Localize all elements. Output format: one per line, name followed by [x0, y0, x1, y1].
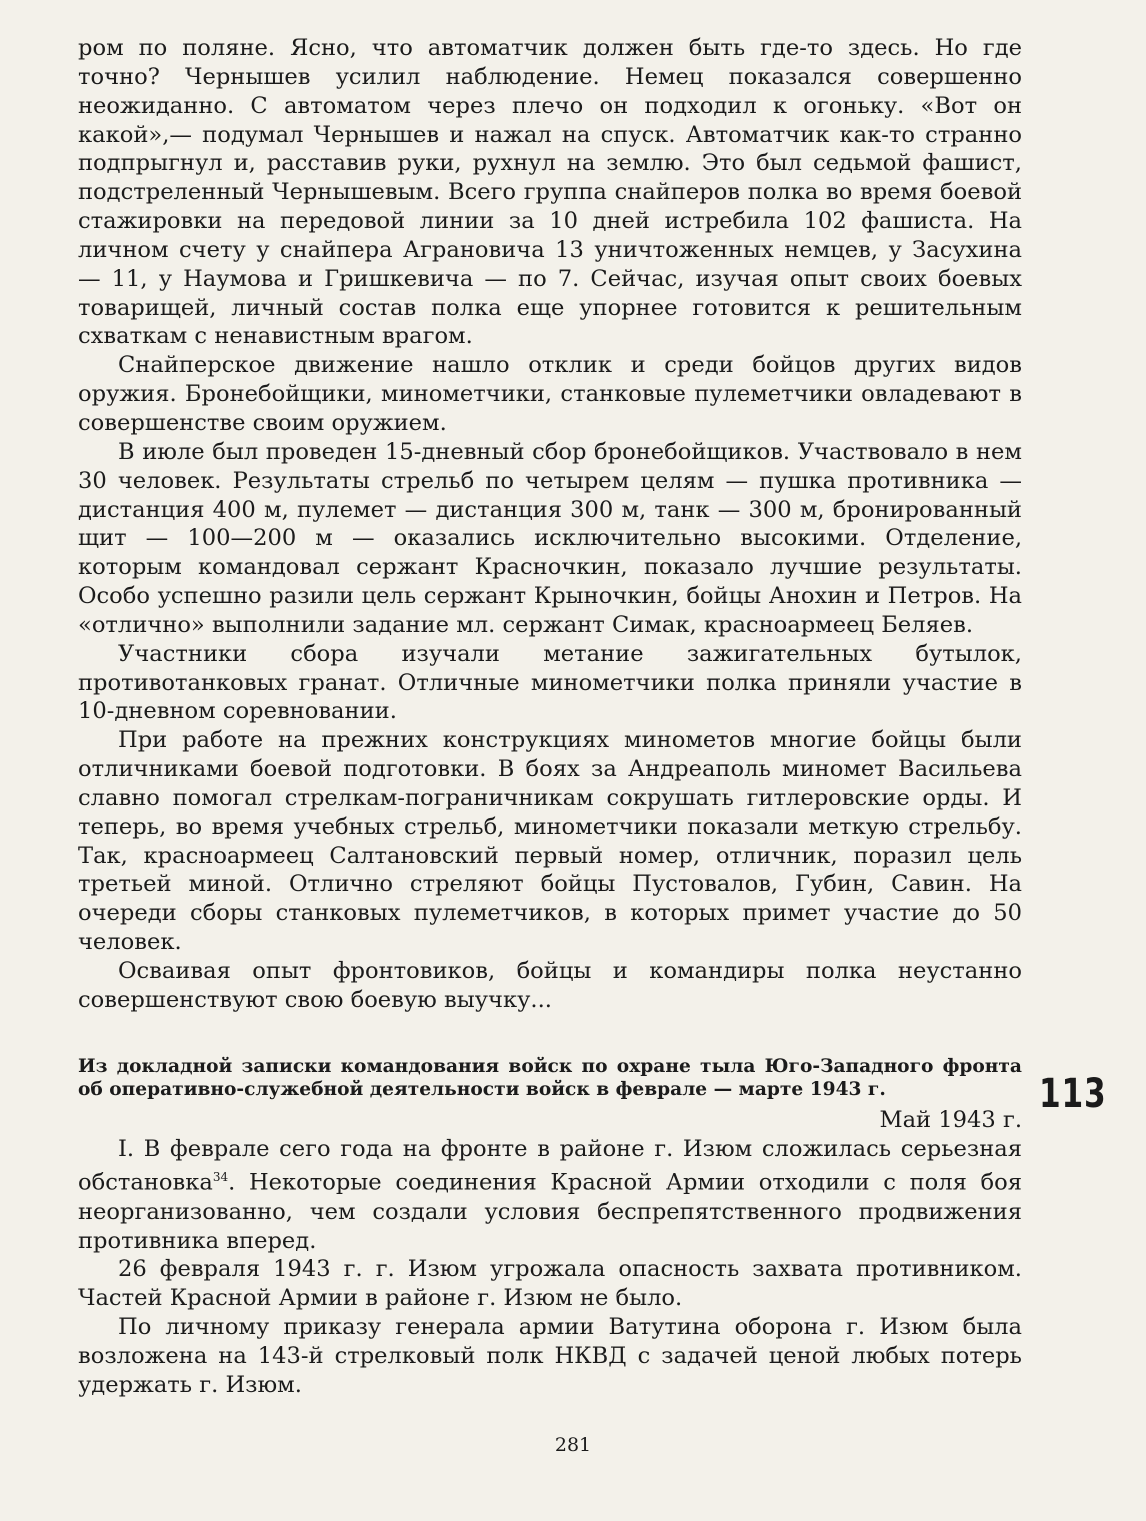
paragraph: 26 февраля 1943 г. г. Изюм угрожала опасность захвата противником. Частей Красной Армии в районе г. Изюм не было. — [78, 1256, 1022, 1312]
paragraph: ром по поляне. Ясно, что автоматчик должен быть где-то здесь. Но где точно? Чернышев усилил наблюдение. Немец показался совершенно неожиданно. С автоматом через плечо он подходил к огоньку. «Вот он какой»,— подумал Чернышев и нажал на спуск. Автоматчик как-то странно подпрыгнул и, расставив руки, рухнул на землю. Это был седьмой фашист, подстреленный Чернышевым. Всего группа снайперов полка во время боевой стажировки на передовой линии за 10 дней истребила 102 фашиста. На личном счету у снайпера Аграновича 13 уничтоженных немцев, у Засухина — 11, у Наумова и Гришкевича — по 7. Сейчас, изучая опыт своих боевых товарищей, личный состав полка еще упорнее готовится к решительным схваткам с ненавистным врагом. — [78, 35, 1022, 350]
paragraph: В июле был проведен 15-дневный сбор бронебойщиков. Участвовало в нем 30 человек. Результаты стрельб по четырем целям — пушка противника — дистанция 400 м, пулемет — дистанция 300 м, танк — 300 м, бронированный щит — 100—200 м — оказались исключительно высокими. Отделение, которым командовал сержант Красночкин, показало лучшие результаты. Особо успешно разили цель сержант Крыночкин, бойцы Анохин и Петров. На «отлично» выполнили задание мл. сержант Симак, красноармеец Беляев. — [78, 438, 1022, 638]
paragraph: Участники сбора изучали метание зажигательных бутылок, противотанковых гранат. Отличные минометчики полка приняли участие в 10-дневном соревновании. — [78, 640, 1022, 725]
document-number: 113 — [1039, 1071, 1107, 1117]
paragraph: Снайперское движение нашло отклик и среди бойцов других видов оружия. Бронебойщики, минометчики, станковые пулеметчики овладевают в совершенстве своим оружием. — [78, 352, 1022, 436]
paragraph — [78, 1135, 1022, 1256]
page-number: 281 — [554, 1434, 592, 1456]
main-text — [78, 34, 1022, 1400]
paragraph: По личному приказу генерала армии Ватутина оборона г. Изюм была возложена на 143-й стрелковый полк НКВД с задачей ценой любых потерь удержать г. Изюм. — [78, 1314, 1022, 1398]
paragraph: При работе на прежних конструкциях минометов многие бойцы были отличниками боевой подготовки. В боях за Андреаполь миномет Васильева славно помогал стрелкам-пограничникам сокрушать гитлеровские орды. И теперь, во время учебных стрельб, минометчики показали меткую стрельбу. Так, красноармеец Салтановский первый номер, отличник, поразил цель третьей миной. Отлично стреляют бойцы Пустовалов, Губин, Савин. На очереди сборы станковых пулеметчиков, в которых примет участие до 50 человек. — [78, 727, 1022, 956]
document-heading: Из докладной записки командования войск по охране тыла Юго-Западного фронта об оперативно-служебной деятельности войск в феврале — марте 1943 г. — [78, 1055, 1022, 1100]
document-date: Май 1943 г. — [879, 1106, 1022, 1133]
paragraph-text: I. В феврале сего года на фронте в районе г. Изюм сложилась серьезная обстановка — [78, 1135, 1022, 1196]
paragraph: Осваивая опыт фронтовиков, бойцы и командиры полка неустанно совершенствуют свою боевую выучку... — [78, 958, 1022, 1013]
paragraph-text: . Некоторые соединения Красной Армии отходили с поля боя неорганизованно, чем создали условия беспрепятственного продвижения противника вперед. — [78, 1169, 1022, 1254]
footnote-reference: 34 — [212, 1170, 229, 1185]
